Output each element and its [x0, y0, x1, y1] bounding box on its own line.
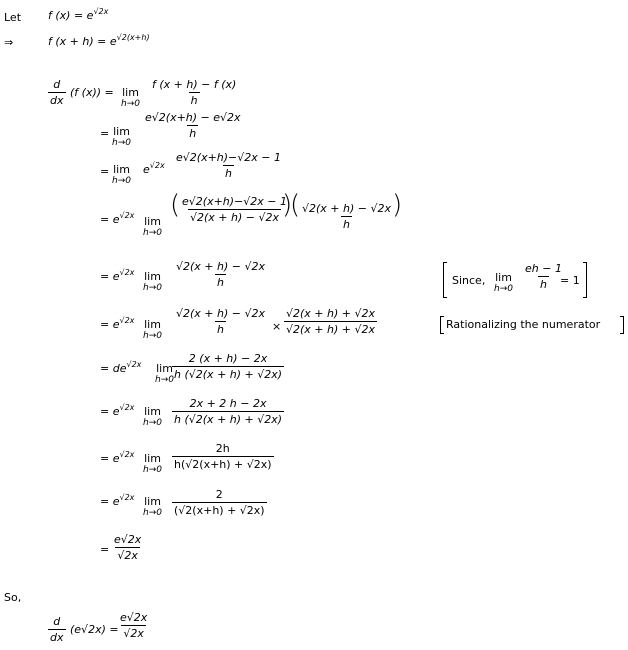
step-11-fraction: $\frac{e√2x}{√2x}$ [114, 533, 142, 562]
limit-8: lim h→0 [143, 405, 162, 428]
since-fraction: $\frac{eh - 1}{h}$ [525, 262, 562, 291]
step-4-fraction-b: $\frac{√2(x + h) - √2x}{h}$ [302, 202, 392, 231]
definition-f-shift: f $(x + h) = e^{√2(x+h)}$ [48, 33, 150, 48]
eq-5: = $e^{√2x}$ [100, 268, 135, 283]
step-1-fraction: $\frac{f (x + h) - f (x)}{h}$ [152, 78, 237, 107]
conclusion-fraction: $\frac{e√2x}{√2x}$ [120, 611, 148, 640]
limit-1: lim h→0 [121, 86, 140, 109]
limit-7: lim h→0 [155, 362, 174, 385]
rationalizing-bracket-left [440, 316, 444, 334]
rationalizing-bracket-right [620, 316, 624, 334]
limit-5: lim h→0 [143, 270, 162, 293]
step-8-fraction: $\frac{2x + 2 h - 2x}{h (√2(x + h) + √2x)}$ [174, 397, 283, 426]
derivative-operator: $\frac{d}{dx}$ [50, 78, 64, 107]
paren-open-4b: ( [290, 190, 301, 220]
since-label: Since, [452, 274, 486, 287]
step-7-fraction: $\frac{2 (x + h) - 2x}{h (√2(x + h) + √2x)}$ [174, 352, 283, 381]
eq-9: = $e^{√2x}$ [100, 450, 135, 465]
since-limit: lim h→0 [494, 271, 513, 294]
limit-2: lim h→0 [112, 125, 131, 148]
limit-6: lim h→0 [143, 318, 162, 341]
eq-7: = $de^{√2x}$ [100, 360, 142, 375]
since-bracket-right [583, 262, 587, 298]
since-rhs: = 1 [560, 274, 580, 287]
step-3-fraction: $\frac{e√2(x+h)-√2x - 1}{h}$ [176, 151, 281, 180]
step-5-fraction: $\frac{√2(x + h) - √2x}{h}$ [176, 260, 266, 289]
let-label: Let [4, 11, 22, 24]
so-label: So, [4, 591, 22, 604]
f-of-x-equals: (f (x)) = [70, 86, 114, 99]
paren-close-4b: ) [392, 190, 403, 220]
limit-10: lim h→0 [143, 495, 162, 518]
limit-9: lim h→0 [143, 452, 162, 475]
e-factor-3: $e^{√2x}$ [143, 161, 165, 176]
paren-open-4a: ( [170, 190, 181, 220]
paren-close-4a: ) [282, 190, 293, 220]
eq-6: = $e^{√2x}$ [100, 316, 135, 331]
eq-10: = $e^{√2x}$ [100, 493, 135, 508]
implies-symbol: ⇒ [4, 36, 14, 49]
eq-8: = $e^{√2x}$ [100, 403, 135, 418]
step-10-fraction: $\frac{2}{(√2(x+h) + √2x)}$ [174, 488, 265, 517]
eq-4: = $e^{√2x}$ [100, 211, 135, 226]
eq-2: = [100, 127, 110, 140]
times-symbol: × [272, 320, 282, 333]
step-4-fraction-a: $\frac{e√2(x+h)-√2x - 1}{√2(x + h) - √2x}$ [182, 195, 287, 224]
step-9-fraction: $\frac{2h}{h(√2(x+h) + √2x)}$ [174, 442, 272, 471]
eq-3: = [100, 165, 110, 178]
since-bracket-left [443, 262, 447, 298]
step-2-fraction: $\frac{e√2(x+h) - e√2x}{h}$ [145, 111, 241, 140]
definition-f: f $(x) = e^{√2x}$ [48, 7, 109, 22]
rationalizing-note: Rationalizing the numerator [446, 318, 601, 331]
step-6-fraction-b: $\frac{√2(x + h) + √2x}{√2(x + h) + √2x}$ [286, 307, 376, 336]
step-6-fraction-a: $\frac{√2(x + h) - √2x}{h}$ [176, 307, 266, 336]
limit-3: lim h→0 [112, 163, 131, 186]
eq-11: = [100, 543, 110, 556]
limit-4: lim h→0 [143, 215, 162, 238]
conclusion-derivative: $\frac{d}{dx}$ [50, 615, 64, 644]
conclusion-inner: (e√2x) = [70, 623, 119, 636]
